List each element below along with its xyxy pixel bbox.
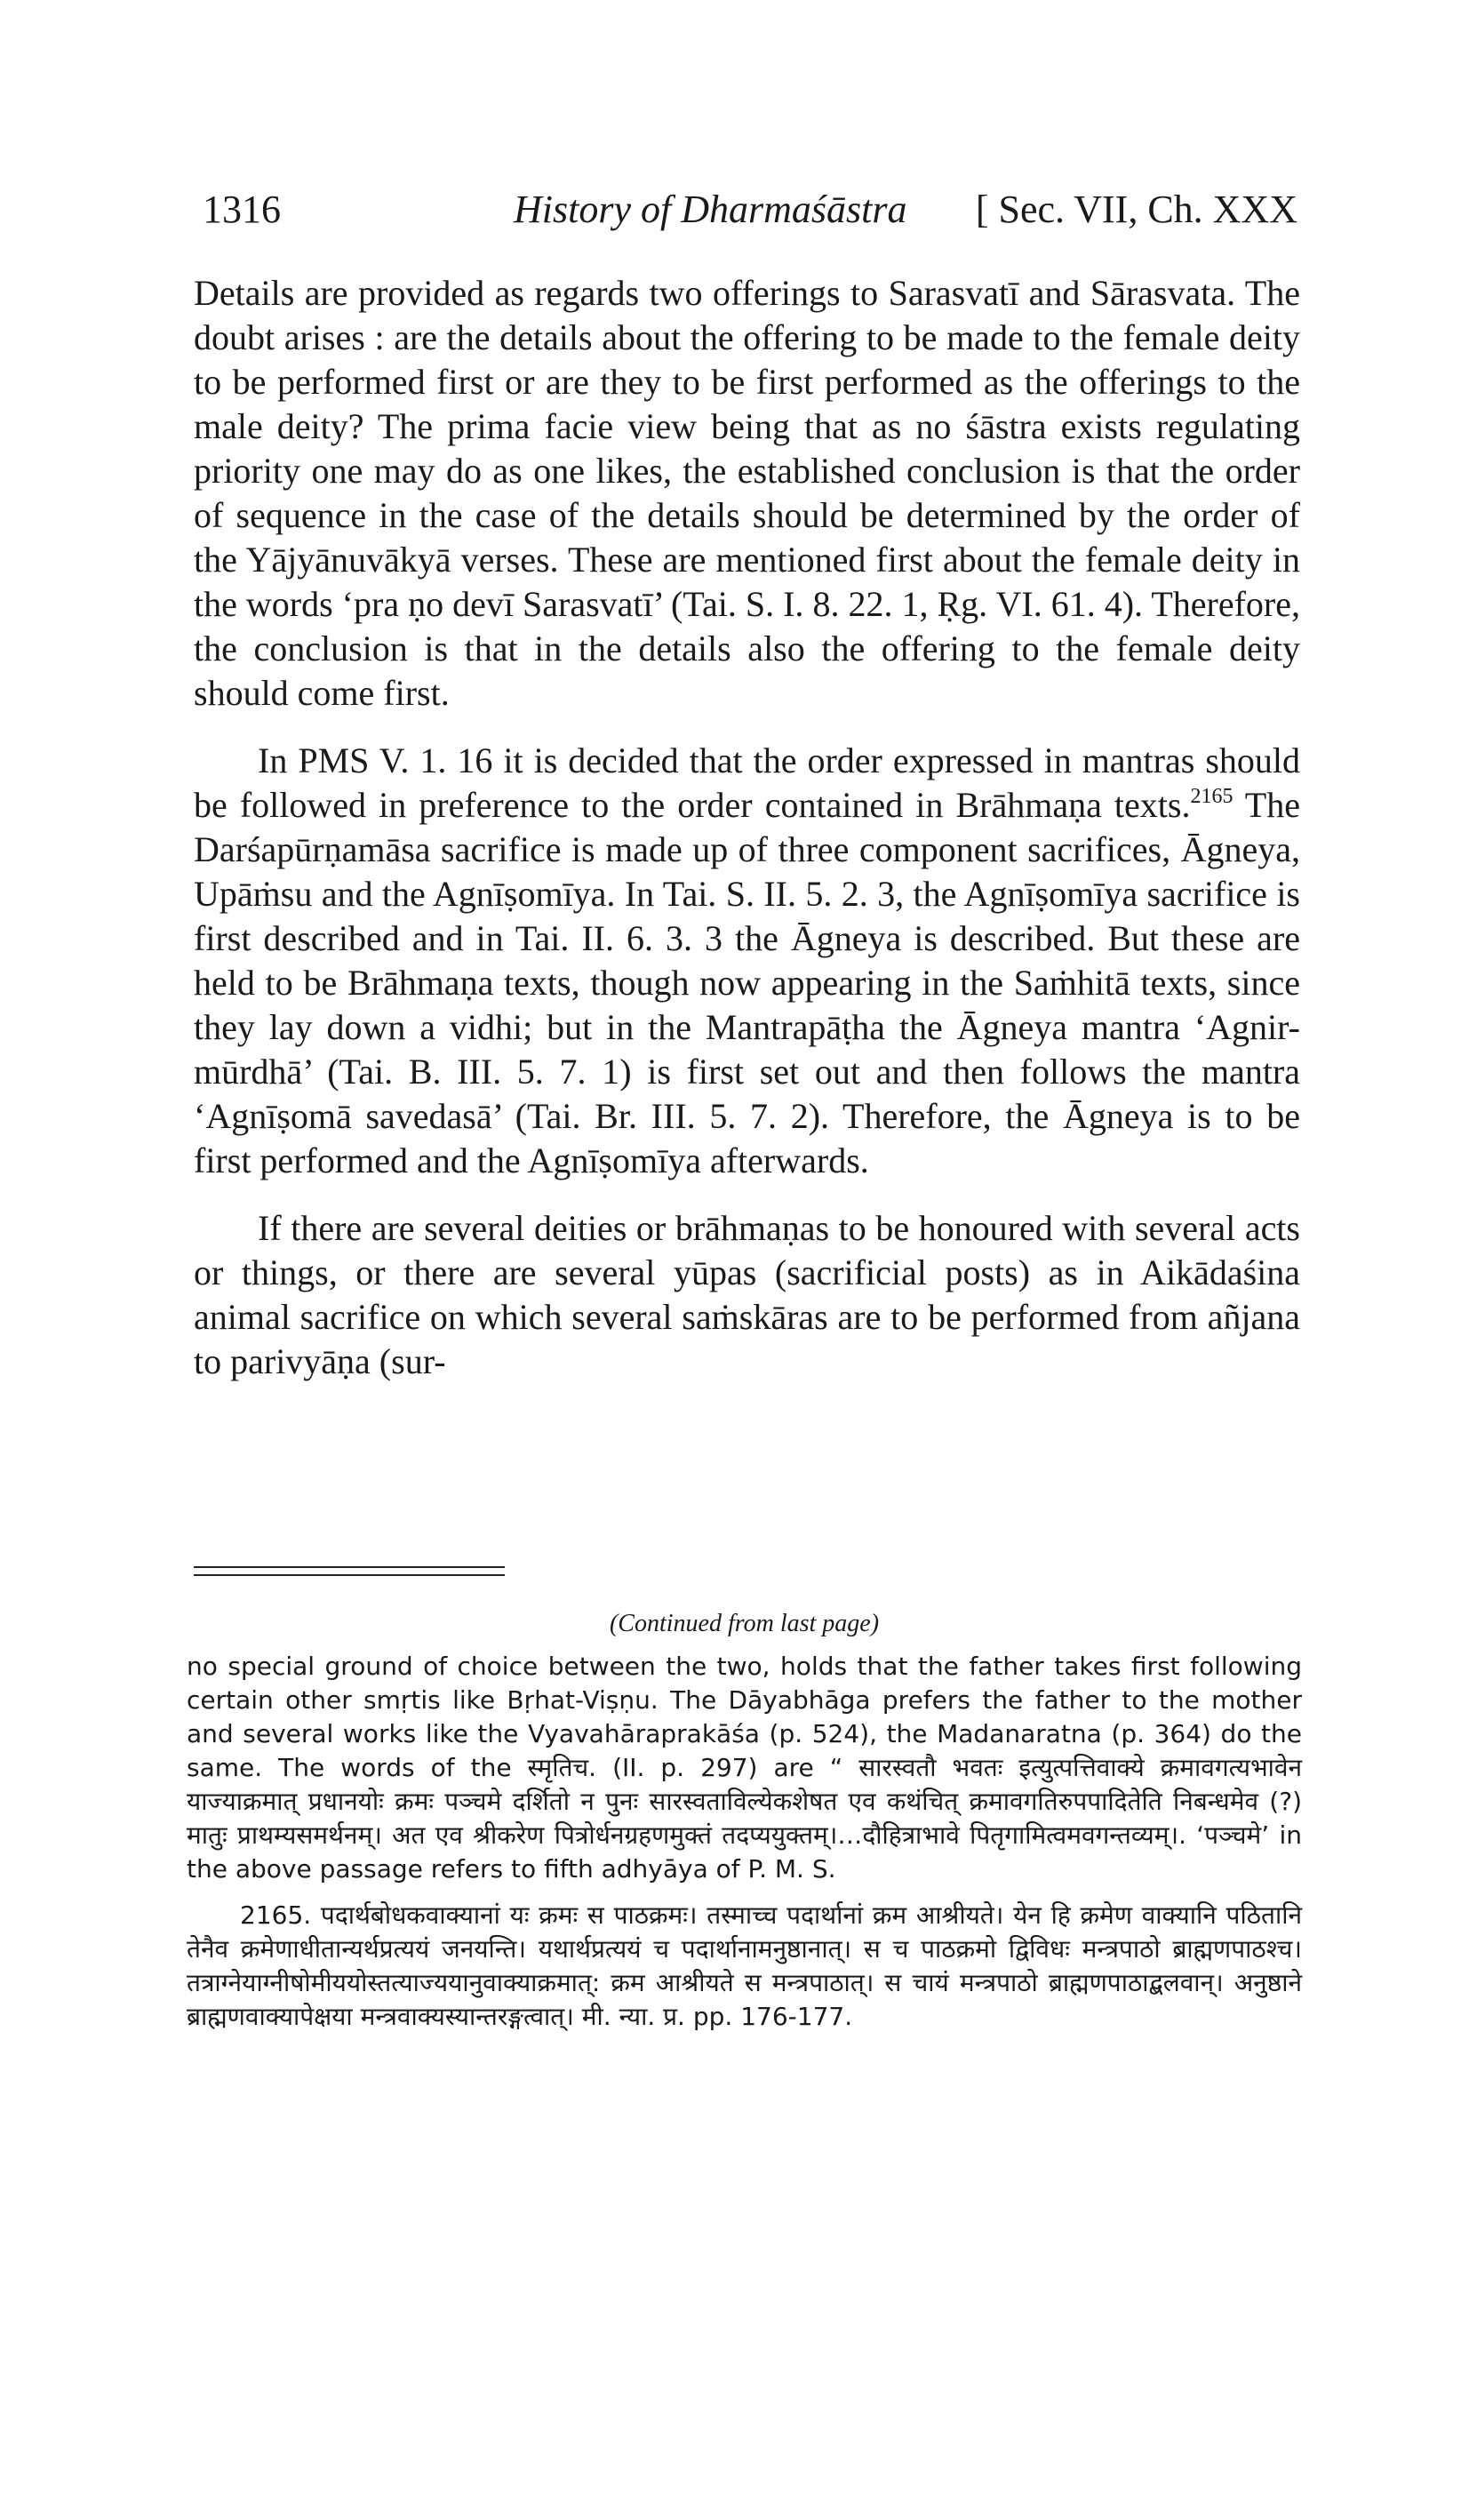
section-label: [ Sec. VII, Ch. XXX xyxy=(975,188,1297,231)
footnote-ref-2165[interactable]: 2165 xyxy=(1190,785,1233,808)
continued-label: (Continued from last page) xyxy=(609,1610,880,1637)
footnote-text: पदार्थबोधकवाक्यानां यः क्रमः स पाठक्रमः। तस्माच्च पदार्थानां क्रम आश्रीयते। येन हि क्रमेण वाक्यानि पठितानि तेनैव क्रमेणाधीतान्यर्थप्रत्ययं जनयन्ति। यथार्थप्रत्ययं च पदार्थानामनुष्ठानात्। स च पाठक्रमो द्विविधः मन्त्रपाठो ब्राह्मणपाठश्च। तत्राग्नेयाग्नीषोमीययोस्तत्याज्ययानुवाक्याक्रमात्: क्रम आश्रीयते स मन्त्रपाठात्। स चायं मन्त्रपाठो ब्राह्मणपाठाद्बलवान्। अनुष्ठाने ब्राह्मणवाक्यापेक्षया मन्त्रवाक्यस्यान्तरङ्गत्वात्। मी. न्या. प्र. pp. 176-177. xyxy=(187,1900,1302,2031)
footnote-number: 2165. xyxy=(240,1900,312,1930)
footnote-2165 xyxy=(187,1899,1302,2034)
book-title: History of Dharmaśāstra xyxy=(514,188,907,231)
page-number: 1316 xyxy=(203,188,281,231)
paragraph-2-part-2: The Darśapūrṇamāsa sacrifice is made up of three component sacrifices, Āgneya, Upāṁsu and the Agnīṣomīya. In Tai. S. II. 5. 2. 3, the Agnīṣomīya sacrifice is first described and in Tai. II. 6. 3. 3 the Āgneya is described. But these are held to be Brāhmaṇa texts, though now appearing in the Saṁhitā texts, since they lay down a vidhi; but in the Mantrapāṭha the Āgneya mantra ‘Agnir-mūrdhā’ (Tai. B. III. 5. 7. 1) is first set out and then follows the mantra ‘Agnīṣomā savedasā’ (Tai. Br. III. 5. 7. 2). Therefore, the Āgneya is to be first performed and the Agnīṣomīya afterwards. xyxy=(194,785,1300,1180)
footnote-divider-bottom xyxy=(194,1574,505,1576)
footnote-divider-top xyxy=(194,1566,505,1568)
paragraph-2-part-1: In PMS V. 1. 16 it is decided that the order expressed in mantras should be followed in preference to the order contained in Brāhmaṇa texts. xyxy=(194,740,1300,825)
paragraph-3: If there are several deities or brāhmaṇas to be honoured with several acts or things, or there are several yūpas (sacrificial posts) as in Aikādaśina animal sacrifice on which several saṁskāras are to be performed from añjana to parivyāṇa (sur- xyxy=(194,1208,1300,1381)
footnotes xyxy=(187,1607,1302,2046)
main-text xyxy=(194,271,1300,1407)
running-header xyxy=(203,187,1297,240)
continued-footnote: no special ground of choice between the two, holds that the father takes first following certain other smṛtis like Bṛhat-Viṣṇu. The Dāyabhāga prefers the father to the mother and several works like the Vyavahāraprakāśa (p. 524), the Madanaratna (p. 364) do the same. The words of the स्मृतिच. (II. p. 297) are “ सारस्वतौ भवतः इत्युत्पत्तिवाक्ये क्रमावगत्यभावेन याज्याक्रमात् प्रधानयोः क्रमः पञ्चमे दर्शितो न पुनः सारस्वताविल्येकशेषत एव कथंचित् क्रमावगतिरुपपादितेति निबन्धमेव (?) मातुः प्राथम्यसमर्थनम्। अत एव श्रीकरेण पित्रोर्धनग्रहणमुक्तं तदप्ययुक्तम्।…दौहित्राभावे पितृगामित्वमवगन्तव्यम्।. ‘पञ्चमे’ in the above passage refers to fifth adhyāya of P. M. S. xyxy=(187,1652,1302,1884)
paragraph-1: Details are provided as regards two offerings to Sarasvatī and Sārasvata. The doubt arises : are the details about the offering to be made to the female deity to be performed first or are they to be first performed as the offerings to the male deity? The prima facie view being that as no śāstra exists regulating priority one may do as one likes, the established conclusion is that the order of sequence in the case of the details should be determined by the order of the Yājyānuvākyā verses. These are mentioned first about the female deity in the words ‘pra ṇo devī Sarasvatī’ (Tai. S. I. 8. 22. 1, Ṛg. VI. 61. 4). Therefore, the conclusion is that in the details also the offering to the female deity should come first. xyxy=(194,273,1300,713)
paragraph-2 xyxy=(194,739,1300,1183)
